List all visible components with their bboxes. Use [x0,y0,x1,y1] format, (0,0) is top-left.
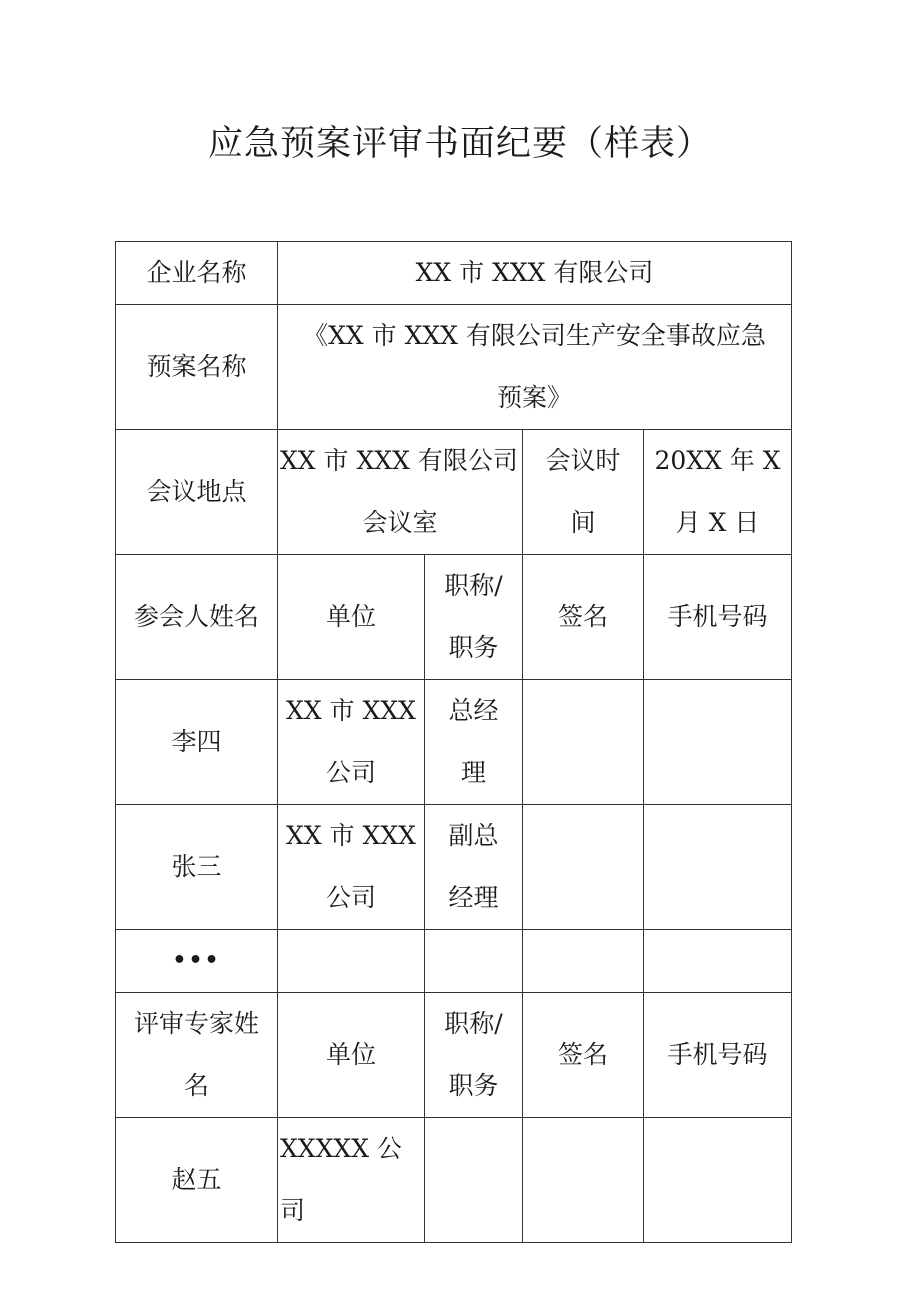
plan-label: 预案名称 [116,305,278,430]
expert-title-header-line1: 职称/ [444,1009,503,1038]
attendee-title-header-line1: 职称/ [444,571,503,600]
plan-value-line1: 《XX 市 XXX 有限公司生产安全事故应急 [303,321,766,350]
time-value-line2: 月 X 日 [675,508,760,537]
plan-value-line2: 预案》 [497,383,573,412]
table-row [116,680,792,805]
expert-name: 赵五 [116,1118,278,1243]
attendee-name: 李四 [116,680,278,805]
expert-unit-header: 单位 [278,993,425,1118]
attendee-unit-line2: 公司 [325,883,376,912]
empty-cell [278,930,425,993]
location-value-line2: 会议室 [362,508,438,537]
expert-name-header-line2: 名 [183,1071,209,1100]
empty-cell [644,930,792,993]
table-row [116,1118,792,1243]
location-value [278,430,523,555]
minutes-form-table [115,241,792,1243]
company-row [116,242,792,305]
expert-title [425,1118,523,1243]
attendee-unit [278,805,425,930]
attendee-phone [644,680,792,805]
attendee-phone [644,805,792,930]
page-title: 应急预案评审书面纪要（样表） [207,124,712,164]
plan-value [278,305,792,430]
expert-signature [523,1118,644,1243]
ellipsis-marker: ••• [116,930,278,993]
attendee-name: 张三 [116,805,278,930]
attendee-unit [278,680,425,805]
expert-signature-header: 签名 [523,993,644,1118]
attendee-name-header: 参会人姓名 [116,555,278,680]
company-label: 企业名称 [116,242,278,305]
attendee-title [425,680,523,805]
plan-row [116,305,792,430]
time-value-line1: 20XX 年 X [654,446,781,475]
time-label-line1: 会议时 [545,446,621,475]
attendee-title [425,805,523,930]
attendee-unit-line1: XX 市 XXX [286,696,416,725]
attendee-phone-header: 手机号码 [644,555,792,680]
attendee-unit-line1: XX 市 XXX [286,821,416,850]
attendee-title-line1: 总经 [448,696,499,725]
meeting-row [116,430,792,555]
empty-cell [425,930,523,993]
empty-cell [523,930,644,993]
expert-phone [644,1118,792,1243]
expert-title-header [425,993,523,1118]
attendee-unit-line2: 公司 [325,758,376,787]
attendee-header-row [116,555,792,680]
attendee-signature-header: 签名 [523,555,644,680]
expert-name-header-line1: 评审专家姓 [133,1009,259,1038]
expert-title-header-line2: 职务 [448,1071,499,1100]
attendee-signature [523,680,644,805]
attendee-title-header-line2: 职务 [448,633,499,662]
attendee-title-line1: 副总 [448,821,499,850]
table-row [116,805,792,930]
attendee-title-line2: 理 [460,758,486,787]
attendee-title-header [425,555,523,680]
ellipsis-row [116,930,792,993]
time-label-line2: 间 [570,508,596,537]
expert-phone-header: 手机号码 [644,993,792,1118]
attendee-signature [523,805,644,930]
location-label: 会议地点 [116,430,278,555]
expert-unit: XXXXX 公司 [278,1118,425,1243]
attendee-title-line2: 经理 [448,883,499,912]
expert-name-header [116,993,278,1118]
attendee-unit-header: 单位 [278,555,425,680]
expert-header-row [116,993,792,1118]
location-value-line1: XX 市 XXX 有限公司 [280,446,518,475]
company-value: XX 市 XXX 有限公司 [278,242,792,305]
time-value [644,430,792,555]
time-label [523,430,644,555]
